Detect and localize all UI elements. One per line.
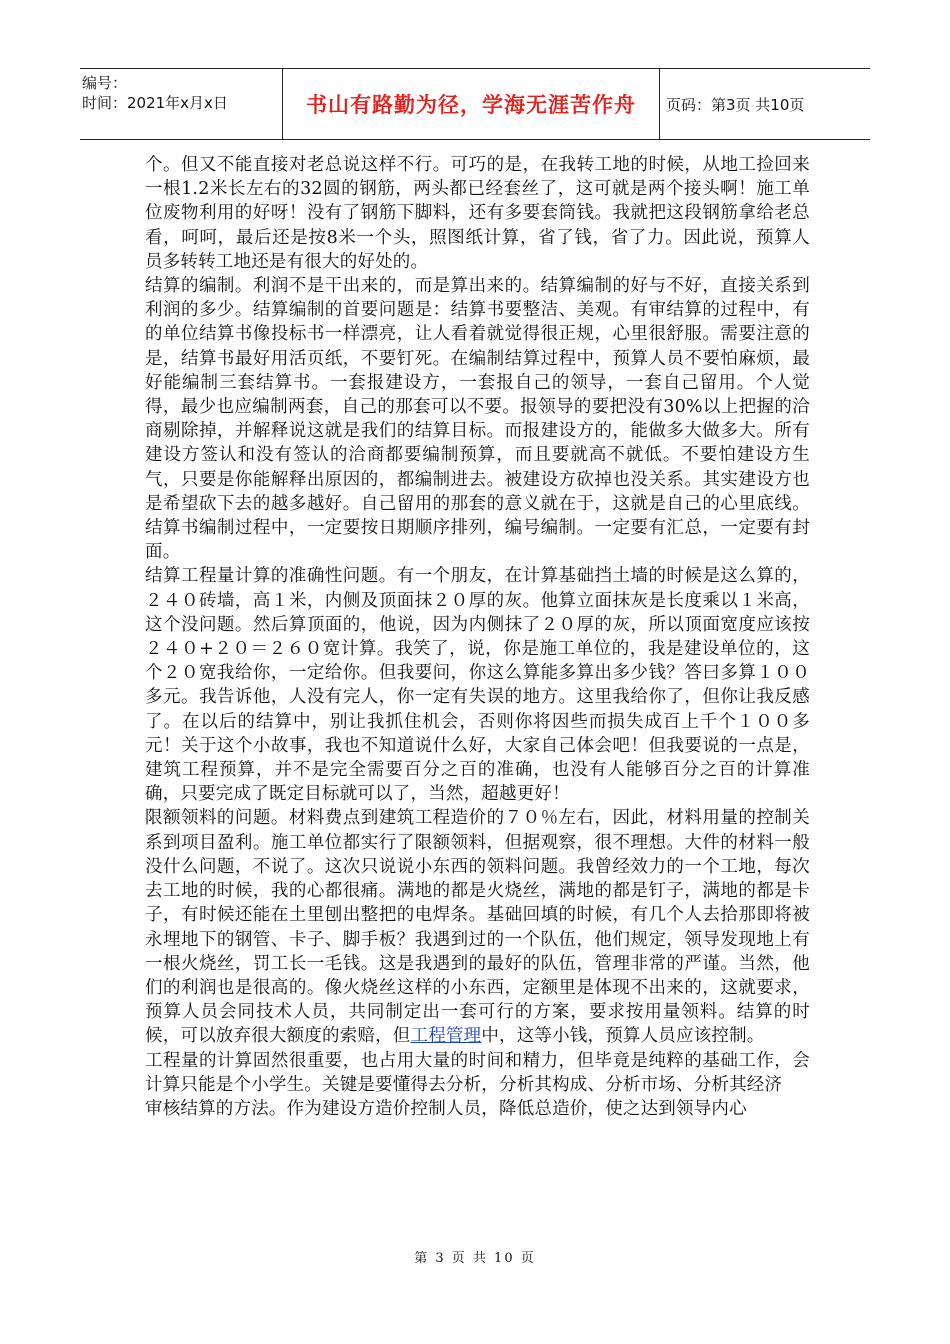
header-page-label: 页码：第3页 共10页 [666, 95, 805, 114]
project-management-link[interactable]: 工程管理 [410, 1026, 482, 1047]
header-meta [80, 69, 282, 139]
paragraph-4-text-b: 中，这等小钱，预算人员应该控制。 [481, 1026, 765, 1047]
paragraph-2: 结算的编制。利润不是干出来的，而是算出来的。结算编制的好与不好，直接关系到利润的多少。结算编制的首要问题是：结算书要整洁、美观。有审结算的过程中，有的单位结算书像投标书一样漂亮，让人看着就觉得很正规，心里很舒服。需要注意的是，结算书最好用活页纸，不要钉死。在编制结算过程中，预算人员不要怕麻烦，最好能编制三套结算书。一套报建设方，一套报自己的领导，一套自己留用。个人觉得，最少也应编制两套，自己的那套可以不要。报领导的要把没有30%以上把握的洽商剔除掉，并解释说这就是我们的结算目标。而报建设方的，能做多大做多大。所有建设方签认和没有签认的洽商都要编制预算，而且要就高不就低。不要怕建设方生气，只要是你能解释出原因的，都编制进去。被建设方砍掉也没关系。其实建设方也是希望砍下去的越多越好。自己留用的那套的意义就在于，这就是自己的心里底线。结算书编制过程中，一定要按日期顺序排列，编号编制。一定要有汇总，一定要有封面。 [145, 276, 810, 563]
paragraph-6: 审核结算的方法。作为建设方造价控制人员，降低总造价，使之达到领导内心 [145, 1098, 747, 1119]
document-body [145, 153, 810, 1121]
paragraph-4 [145, 806, 810, 1048]
document-number-label: 编号： [82, 74, 128, 92]
page-header [80, 68, 870, 140]
paragraph-3: 结算工程量计算的准确性问题。有一个朋友，在计算基础挡土墙的时候是这么算的，２４０砖墙，高１米，内侧及顶面抹２０厚的灰。他算立面抹灰是长度乘以１米高，这个没问题。然后算顶面的，他说，因为内侧抹了２０厚的灰，所以顶面宽度应该按２４０+２０＝２６０宽计算。我笑了，说，你是施工单位的，我是建设单位的，这个２０宽我给你，一定给你。但我要问，你这么算能多算出多少钱？答曰多算１００多元。我告诉他，人没有完人，你一定有失误的地方。这里我给你了，但你让我反感了。在以后的结算中，别让我抓住机会，否则你将因些而损失成百上千个１００多元！关于这个小故事，我也不知道说什么好，大家自己体会吧！但我要说的一点是，建筑工程预算，并不是完全需要百分之百的准确，也没有人能够百分之百的计算准确，只要完成了既定目标就可以了，当然，超越更好！ [145, 566, 810, 805]
paragraph-5: 工程量的计算固然很重要，也占用大量的时间和精力，但毕竟是纯粹的基础工作，会计算只能是个小学生。关键是要懂得去分析，分析其构成、分析市场、分析其经济 [145, 1050, 810, 1095]
paragraph-4-text-a: 限额领料的问题。材料费点到建筑工程造价的７０％左右，因此，材料用量的控制关系到项目盈利。施工单位都实行了限额领料，但据观察，很不理想。大件的材料一般没什么问题，不说了。这次只说说小东西的领料问题。我曾经效力的一个工地，每次去工地的时候，我的心都很痛。满地的都是火烧丝，满地的都是钉子，满地的都是卡子，有时候还能在土里刨出整把的电焊条。基础回填的时候，有几个人去拾那即将被永埋地下的钢管、卡子、脚手板？我遇到过的一个队伍，他们规定，领导发现地上有一根火烧丝，罚工长一毛钱。这是我遇到的最好的队伍，管理非常的严谨。当然，他们的利润也是很高的。像火烧丝这样的小东西，定额里是体现不出来的，这就要求，预算人员会同技术人员，共同制定出一套可行的方案，要求按用量领料。结算的时候，可以放弃很大额度的索赔，但 [145, 808, 810, 1047]
paragraph-1: 个。但又不能直接对老总说这样不行。可巧的是，在我转工地的时候，从地工捡回来一根1.2米长左右的32圆的钢筋，两头都已经套丝了，这可就是两个接头啊！施工单位废物利用的好呀！没有了钢筋下脚料，还有多要套筒钱。我就把这段钢筋拿给老总看，呵呵，最后还是按8米一个头，照图纸计算，省了钱，省了力。因此说，预算人员多转转工地还是有很大的好处的。 [145, 155, 810, 272]
header-motto: 书山有路勤为径，学海无涯苦作舟 [282, 69, 660, 139]
document-date-label: 时间：2021年x月x日 [82, 94, 228, 112]
page-footer: 第 3 页 共 10 页 [414, 1251, 536, 1266]
